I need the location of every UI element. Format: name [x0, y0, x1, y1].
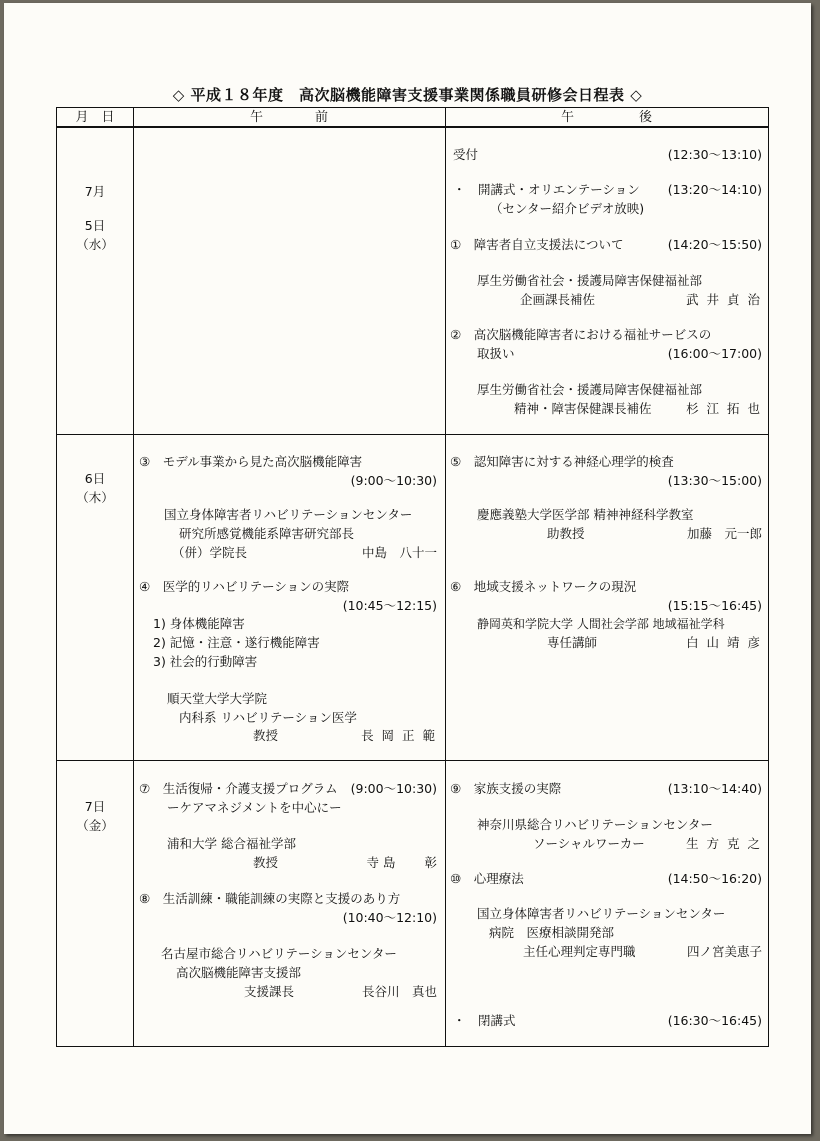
closing-label: ・ 閉講式 [453, 1013, 516, 1028]
lecture4-item-2: 2) 記憶・注意・遂行機能障害 [153, 635, 320, 650]
lecture8-role: 支援課長 [244, 984, 295, 999]
date-column-divider [133, 108, 134, 1046]
lecture1-role: 企画課長補佐 [520, 292, 596, 307]
lecture4-org: 順天堂大学大学院 [167, 691, 268, 706]
lecture4-time: (10:45〜12:15) [342, 598, 437, 613]
lecture1-time: (14:20〜15:50) [667, 237, 762, 252]
reception-label: 受付 [453, 147, 479, 162]
lecture6-role: 専任講師 [547, 635, 598, 650]
schedule-table [56, 107, 769, 1047]
row-divider-1 [57, 434, 768, 435]
lecture8-org: 名古屋市総合リハビリテーションセンター [161, 946, 397, 961]
lecture4-item-3: 3) 社会的行動障害 [153, 654, 258, 669]
header-divider [57, 127, 768, 128]
lecture4-role: 教授 [253, 728, 279, 743]
lecture7-org: 浦和大学 総合福祉学部 [167, 836, 296, 851]
lecture1-org: 厚生労働省社会・援護局障害保健福祉部 [477, 273, 703, 288]
lecture2-title-2: 取扱い [477, 346, 515, 361]
lecture9-role: ソーシャルワーカー [533, 836, 645, 851]
lecture1-name: 武 井 貞 治 [686, 292, 762, 307]
lecture5-title: ⑤ 認知障害に対する神経心理学的検査 [450, 454, 674, 469]
lecture4-name: 長 岡 正 範 [361, 728, 437, 743]
lecture8-title: ⑧ 生活訓練・職能訓練の実際と支援のあり方 [139, 891, 401, 906]
lecture2-title: ② 高次脳機能障害者における福祉サービスの [450, 327, 712, 342]
lecture6-name: 白 山 靖 彦 [686, 635, 762, 650]
lecture8-name: 長谷川 真也 [361, 984, 437, 999]
am-pm-divider [445, 108, 446, 1046]
lecture10-role: 主任心理判定専門職 [523, 944, 636, 959]
lecture3-org2: 研究所感覚機能系障害研究部長 [179, 526, 355, 541]
header-pm: 午 後 [445, 108, 768, 127]
lecture7-sub: ーケアマネジメントを中心にー [167, 800, 342, 815]
opening-time: (13:20〜14:10) [667, 182, 762, 197]
lecture5-role: 助教授 [547, 526, 585, 541]
lecture2-time: (16:00〜17:00) [667, 346, 762, 361]
lecture6-time: (15:15〜16:45) [667, 598, 762, 613]
lecture3-time: (9:00〜10:30) [350, 473, 437, 488]
lecture10-title: ⑩ 心理療法 [450, 871, 524, 886]
lecture4-org2: 内科系 リハビリテーション医学 [179, 710, 357, 725]
day3-weekday: （金） [76, 818, 114, 833]
lecture1-title: ① 障害者自立支援法について [450, 237, 624, 252]
lecture3-name: 中島 八十一 [361, 545, 437, 560]
lecture9-time: (13:10〜14:40) [667, 781, 762, 796]
day1-weekday: （水） [76, 237, 114, 252]
lecture3-org: 国立身体障害者リハビリテーションセンター [164, 507, 413, 522]
lecture5-time: (13:30〜15:00) [667, 473, 762, 488]
document-page [4, 3, 811, 1134]
lecture2-role: 精神・障害保健課長補佐 [514, 401, 652, 416]
lecture10-org: 国立身体障害者リハビリテーションセンター [477, 906, 726, 921]
lecture5-org: 慶應義塾大学医学部 精神神経科学教室 [477, 507, 694, 522]
lecture3-title: ③ モデル事業から見た高次脳機能障害 [139, 454, 363, 469]
header-date: 月 日 [57, 108, 133, 127]
lecture3-role: （併）学院長 [172, 545, 248, 560]
lecture9-org: 神奈川県総合リハビリテーションセンター [477, 817, 713, 832]
lecture10-time: (14:50〜16:20) [667, 871, 762, 886]
page-title: ◇ 平成１８年度 高次脳機能障害支援事業関係職員研修会日程表 ◇ [172, 86, 643, 104]
closing-time: (16:30〜16:45) [667, 1013, 762, 1028]
reception-time: (12:30〜13:10) [667, 147, 762, 162]
day1-month: 7月 [84, 184, 106, 199]
lecture7-name: 寺 島 彰 [366, 855, 437, 870]
lecture7-time: (9:00〜10:30) [350, 781, 437, 796]
lecture6-title: ⑥ 地域支援ネットワークの現況 [450, 579, 637, 594]
lecture7-title: ⑦ 生活復帰・介護支援プログラム [139, 781, 338, 796]
opening-sub: （センター紹介ビデオ放映) [490, 201, 645, 216]
lecture9-name: 生 方 克 之 [686, 836, 762, 851]
row-divider-2 [57, 760, 768, 761]
day2-day: 6日 [84, 471, 106, 486]
opening-label: ・ 開講式・オリエンテーション [453, 182, 640, 197]
day2-weekday: （木） [76, 490, 114, 505]
lecture2-org: 厚生労働省社会・援護局障害保健福祉部 [477, 382, 703, 397]
lecture5-name: 加藤 元一郎 [686, 526, 762, 541]
lecture10-org2: 病院 医療相談開発部 [489, 925, 615, 940]
lecture2-name: 杉 江 拓 也 [686, 401, 762, 416]
lecture9-title: ⑨ 家族支援の実際 [450, 781, 562, 796]
day3-day: 7日 [84, 799, 106, 814]
lecture7-role: 教授 [253, 855, 279, 870]
lecture6-org: 静岡英和学院大学 人間社会学部 地域福祉学科 [477, 617, 725, 631]
day1-day: 5日 [84, 218, 106, 233]
lecture10-name: 四ノ宮美恵子 [686, 944, 762, 959]
header-am: 午 前 [133, 108, 445, 127]
lecture4-item-1: 1) 身体機能障害 [153, 616, 245, 631]
lecture4-title: ④ 医学的リハビリテーションの実際 [139, 579, 350, 594]
lecture8-time: (10:40〜12:10) [342, 910, 437, 925]
lecture8-org2: 高次脳機能障害支援部 [176, 965, 302, 980]
